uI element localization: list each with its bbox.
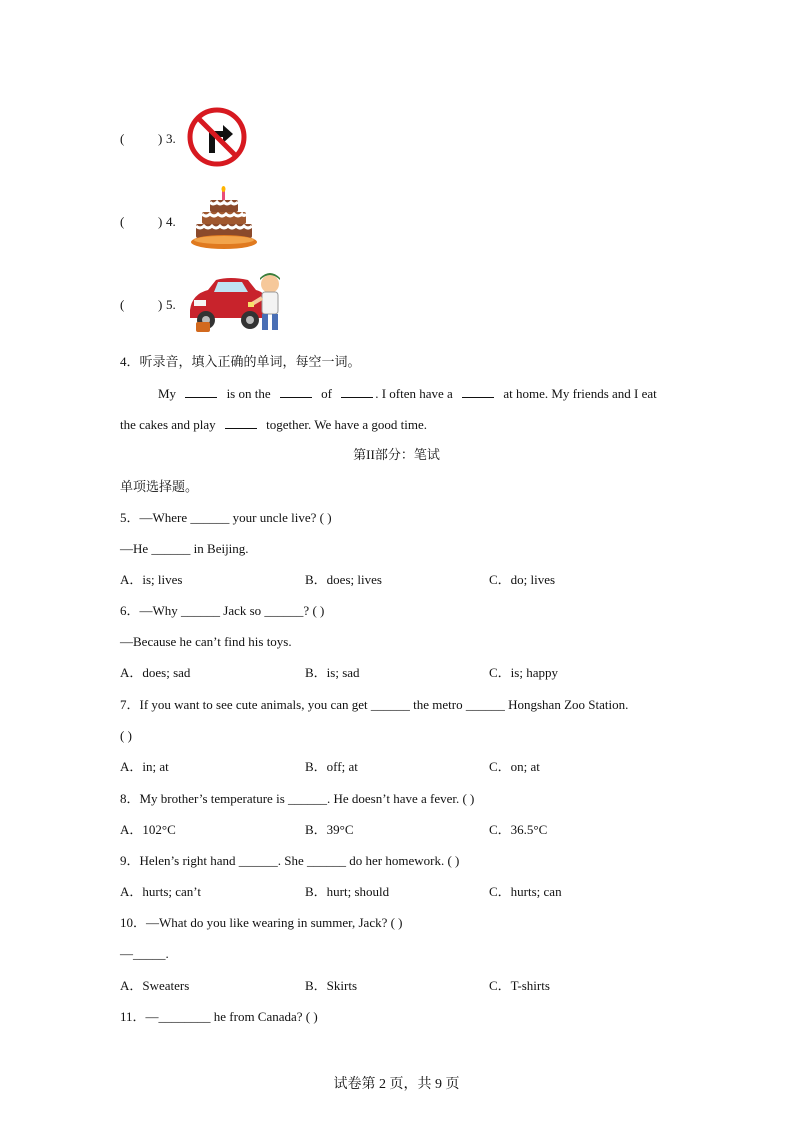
item-number: 4. [166, 214, 176, 229]
q4-paragraph-line-1 [158, 385, 657, 402]
question-11-stem: 11．—________ he from Canada? ( ) [120, 1009, 318, 1024]
section-title: 第II部分：笔试 [353, 447, 440, 462]
q4-text: at home. My friends and I eat [503, 386, 657, 401]
question-10-option-a[interactable]: A．Sweaters [120, 978, 190, 993]
boy-washing-car-icon [186, 270, 290, 336]
answer-paren-open: ( [120, 297, 125, 312]
question-10-option-b[interactable]: B．Skirts [305, 978, 358, 993]
question-7-option-b[interactable]: B．off; at [305, 759, 358, 774]
question-6-sub: —Because he can’t find his toys. [120, 634, 292, 649]
question-8-option-b[interactable]: B．39°C [305, 822, 354, 837]
answer-paren-close: ) [158, 131, 163, 146]
question-7-sub: ( ) [120, 728, 132, 743]
fill-blank[interactable] [462, 385, 494, 398]
fill-blank[interactable] [280, 385, 312, 398]
page-footer: 试卷第 2 页，共 9 页 [333, 1077, 460, 1092]
answer-paren-open: ( [120, 131, 125, 146]
item-number: 3. [166, 131, 176, 146]
section-instruction: 单项选择题。 [120, 479, 199, 494]
question-5-option-c[interactable]: C．do; lives [489, 572, 556, 587]
question-10-stem: 10．—What do you like wearing in summer, Jack? ( ) [120, 915, 403, 930]
q4-text: . I often have a [375, 386, 453, 401]
question-8-stem: 8．My brother’s temperature is ______. He doesn’t have a fever. ( ) [120, 791, 475, 806]
question-9-option-b[interactable]: B．hurt; should [305, 884, 390, 899]
no-right-turn-sign-icon [187, 107, 247, 167]
fill-blank[interactable] [225, 416, 257, 429]
question-6-option-a[interactable]: A．does; sad [120, 665, 191, 680]
answer-paren-close: ) [158, 297, 163, 312]
question-5-option-b[interactable]: B．does; lives [305, 572, 382, 587]
fill-blank[interactable] [185, 385, 217, 398]
question-10-option-c[interactable]: C．T-shirts [489, 978, 550, 993]
question-9-option-c[interactable]: C．hurts; can [489, 884, 562, 899]
q4-text: My [158, 386, 177, 401]
question-7-option-a[interactable]: A．in; at [120, 759, 169, 774]
question-5-sub: —He ______ in Beijing. [120, 541, 249, 556]
question-5-option-a[interactable]: A．is; lives [120, 572, 183, 587]
question-6-option-b[interactable]: B．is; sad [305, 665, 360, 680]
q4-text: of [321, 386, 332, 401]
q4-paragraph-line-2 [120, 416, 427, 433]
birthday-cake-icon [190, 186, 258, 252]
fill-blank[interactable] [341, 385, 373, 398]
question-5-stem: 5．—Where ______ your uncle live? ( ) [120, 510, 332, 525]
question-9-stem: 9．Helen’s right hand ______. She ______ do her homework. ( ) [120, 853, 460, 868]
question-10-sub: —_____. [120, 946, 169, 961]
answer-paren-open: ( [120, 214, 125, 229]
question-6-stem: 6．—Why ______ Jack so ______? ( ) [120, 603, 325, 618]
answer-paren-close: ) [158, 214, 163, 229]
item-number: 5. [166, 297, 176, 312]
question-8-option-a[interactable]: A．102°C [120, 822, 176, 837]
question-7-option-c[interactable]: C．on; at [489, 759, 540, 774]
q4-text: is on the [226, 386, 271, 401]
question-6-option-c[interactable]: C．is; happy [489, 665, 558, 680]
q4-text: the cakes and play [120, 417, 216, 432]
q4-heading: 4．听录音，填入正确的单词，每空一词。 [120, 354, 361, 369]
question-8-option-c[interactable]: C．36.5°C [489, 822, 548, 837]
q4-text: together. We have a good time. [266, 417, 427, 432]
question-9-option-a[interactable]: A．hurts; can’t [120, 884, 201, 899]
question-7-stem: 7．If you want to see cute animals, you can get ______ the metro ______ Hongshan Zoo Station. [120, 697, 629, 712]
